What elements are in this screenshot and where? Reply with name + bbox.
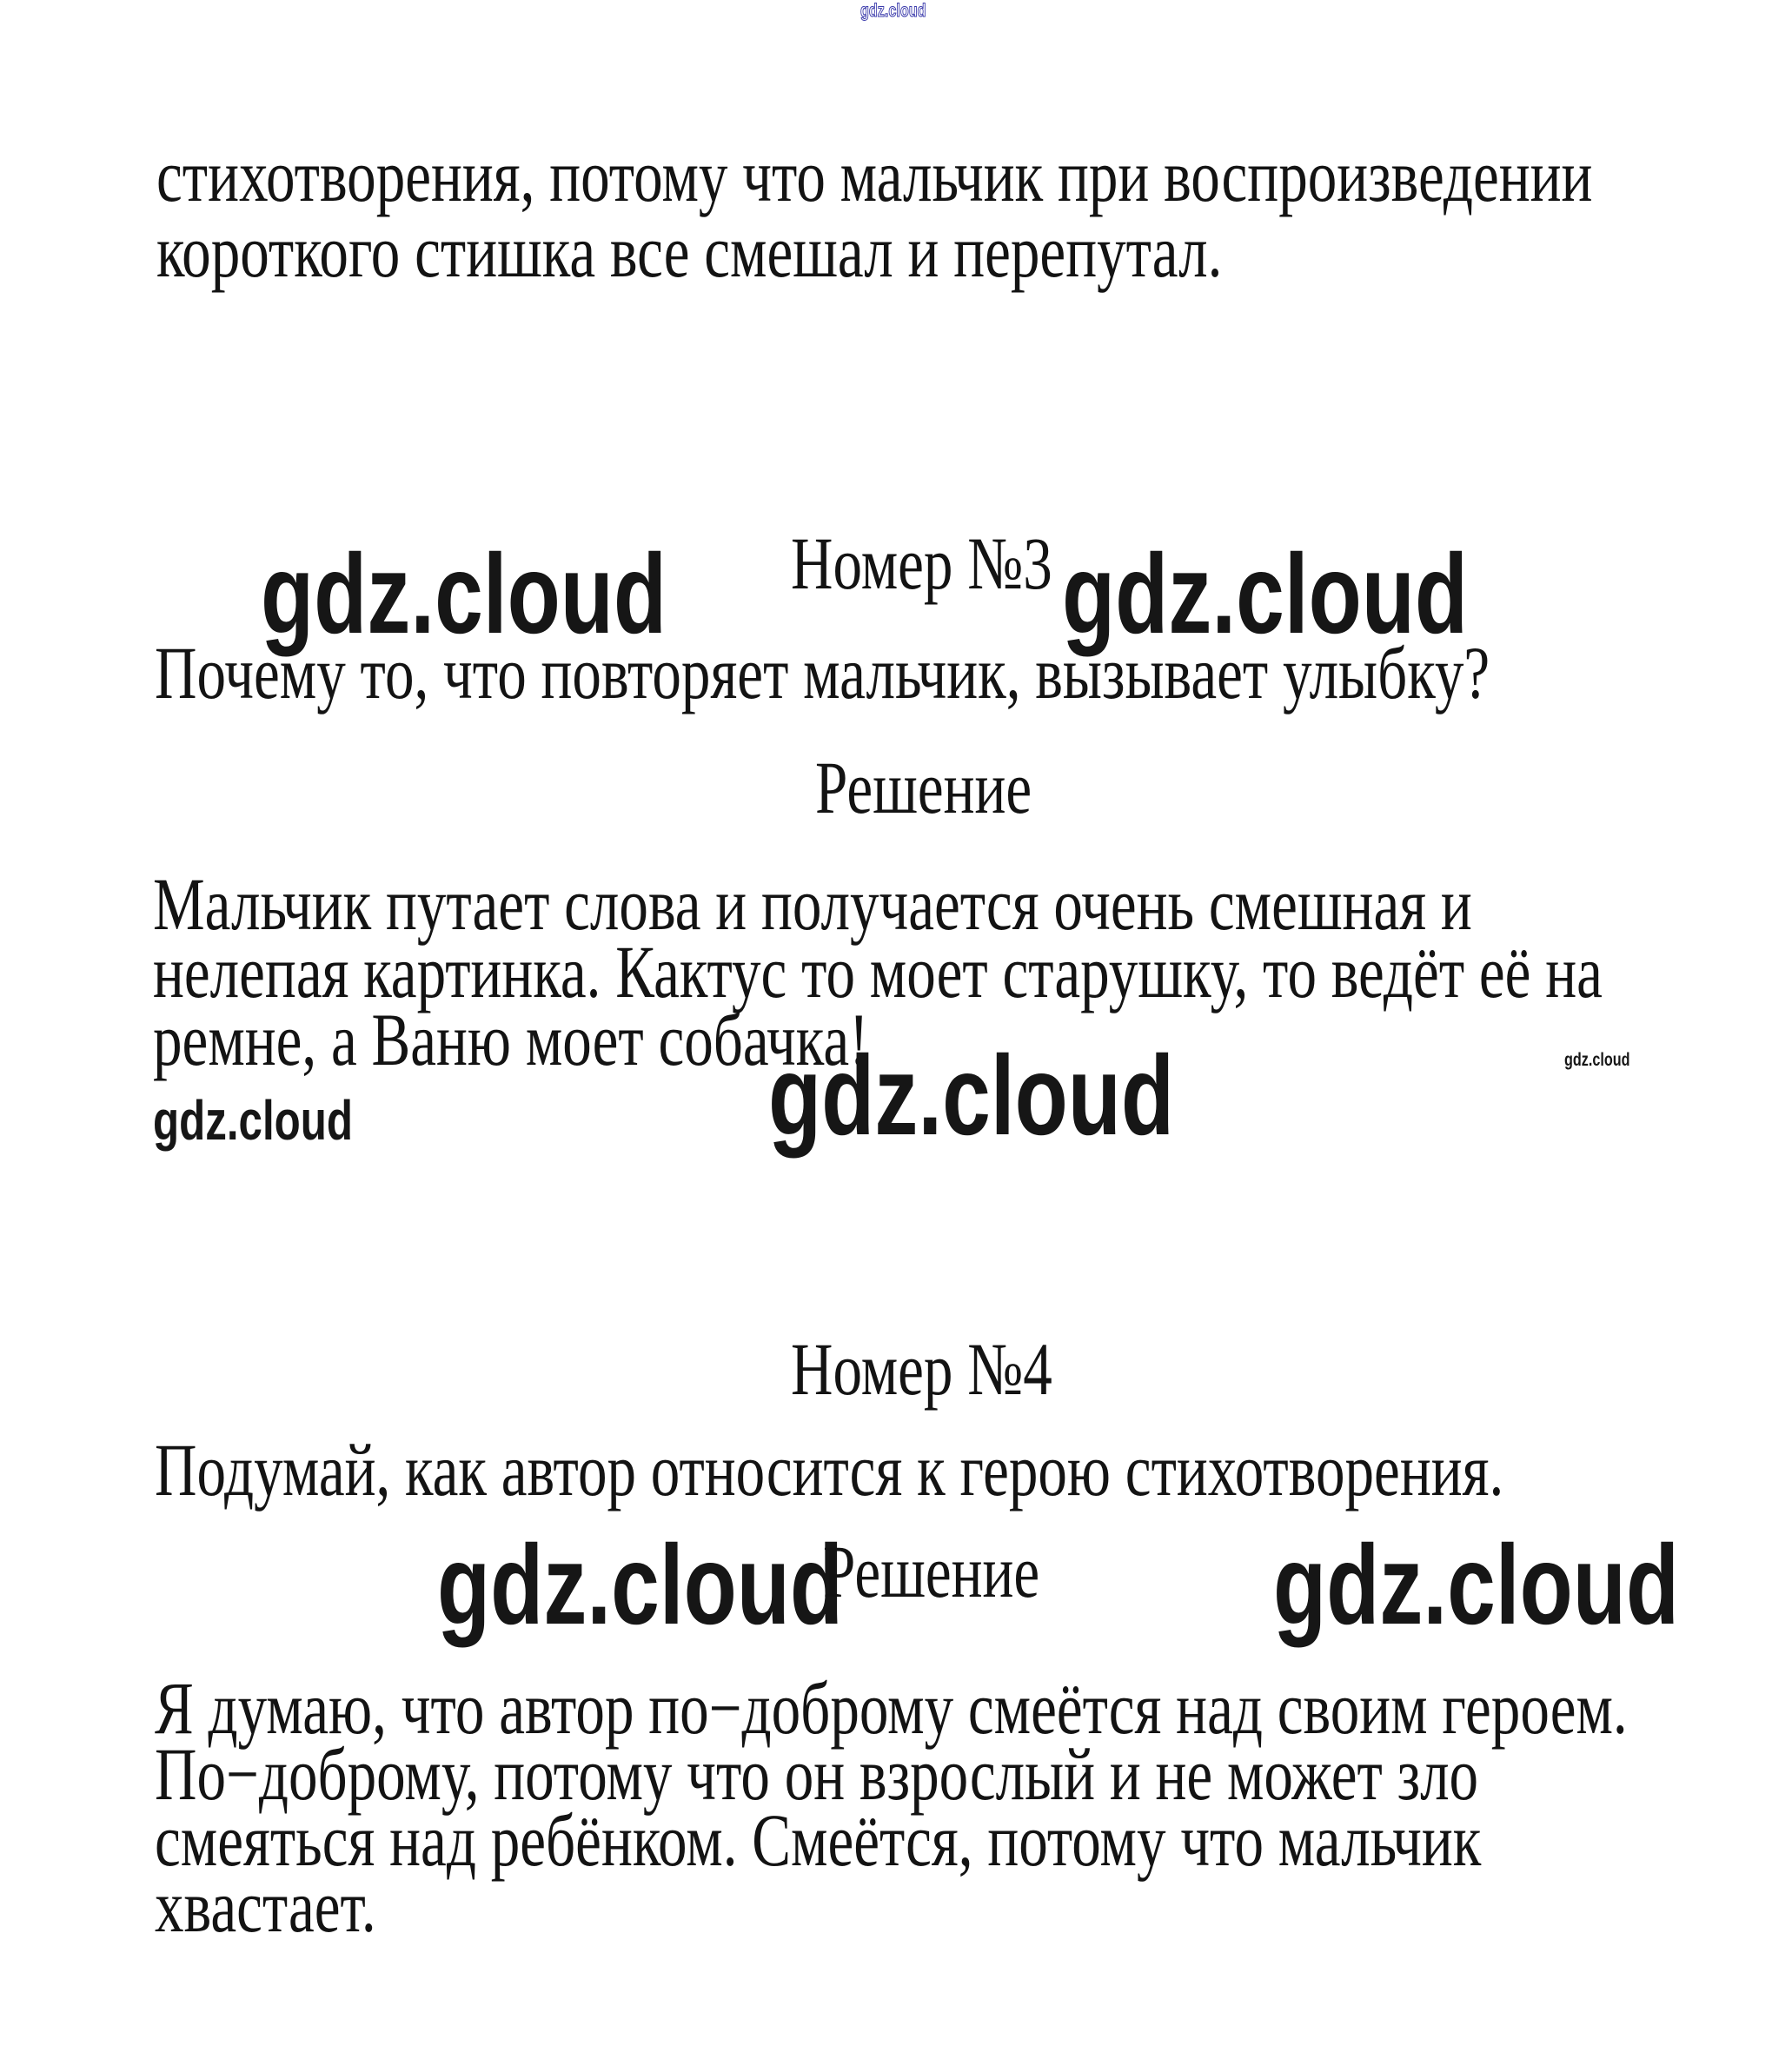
task3-solution-heading: Решение xyxy=(815,746,1032,829)
task3-solution-line: нелепая картинка. Кактус то моет старушку, то ведёт её на xyxy=(153,930,1603,1013)
intro-paragraph-line: стихотворения, потому что мальчик при воспроизведении xyxy=(156,134,1593,217)
intro-paragraph-line: короткого стишка все смешал и перепутал. xyxy=(156,209,1223,293)
task3-title: Номер №3 xyxy=(791,522,1052,605)
task3-solution-line: ремне, а Ваню моет собачка! xyxy=(153,998,869,1081)
watermark-medium-left: gdz.cloud xyxy=(153,1089,353,1152)
task3-question: Почему то, что повторяет мальчик, вызывает улыбку? xyxy=(155,631,1490,714)
task3-solution-line: Мальчик путает слова и получается очень смешная и xyxy=(153,862,1472,946)
task4-solution-line: Я думаю, что автор по−доброму смеётся над своим героем. xyxy=(155,1666,1628,1750)
intro-paragraph xyxy=(156,134,1593,293)
task4-solution-paragraph xyxy=(155,1666,1628,1948)
watermark-large-left-2: gdz.cloud xyxy=(437,1521,844,1648)
task4-title: Номер №4 xyxy=(791,1327,1052,1411)
task4-solution-line: По−доброму, потому что он взрослый и не может зло xyxy=(155,1732,1479,1816)
task4-solution-line: хвастает. xyxy=(155,1864,376,1948)
task4-solution-line: смеяться над ребёнком. Смеётся, потому что мальчик xyxy=(155,1798,1482,1882)
watermark-large-center: gdz.cloud xyxy=(768,1032,1175,1159)
watermark-large-left-1: gdz.cloud xyxy=(261,530,667,657)
watermark-top-outline: gdz.cloud xyxy=(860,1,926,21)
task4-question: Подумай, как автор относится к герою стихотворения. xyxy=(155,1428,1504,1512)
watermark-small-right: gdz.cloud xyxy=(1564,1050,1630,1070)
task4-solution-heading: Решение xyxy=(823,1530,1040,1613)
watermark-large-right-1: gdz.cloud xyxy=(1062,530,1469,657)
watermark-large-right-2: gdz.cloud xyxy=(1273,1521,1680,1648)
